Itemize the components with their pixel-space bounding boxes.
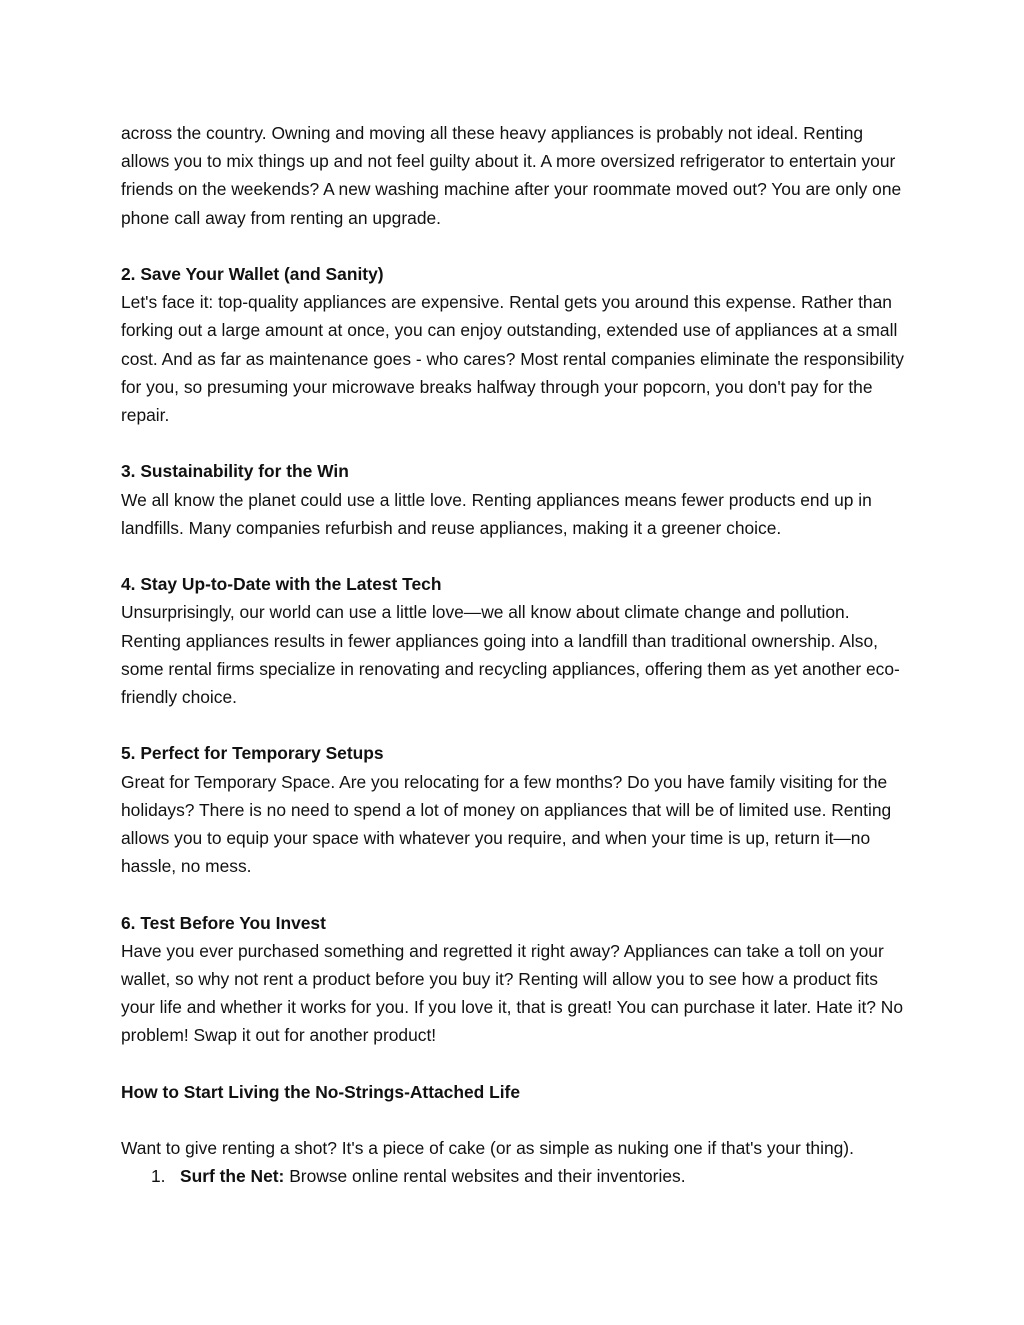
section-heading: 5. Perfect for Temporary Setups (121, 743, 384, 764)
paragraph-gap (121, 1106, 911, 1134)
section-heading: 3. Sustainability for the Win (121, 461, 349, 482)
steps-list (121, 1162, 911, 1190)
section-sustainability (121, 457, 911, 542)
section-heading: How to Start Living the No-Strings-Attached Life (121, 1081, 521, 1102)
section-heading: 6. Test Before You Invest (121, 912, 326, 933)
list-item-term: Surf the Net: (180, 1166, 285, 1187)
section-temporary-setups (121, 739, 911, 880)
section-how-to-start (121, 1078, 911, 1191)
paragraph-gap (121, 711, 911, 739)
how-to-intro: Want to give renting a shot? It's a piece of cake (or as simple as nuking one if that's your thing). (121, 1138, 854, 1159)
paragraph-gap (121, 880, 911, 908)
section-body: Great for Temporary Space. Are you relocating for a few months? Do you have family visiting for the holidays? There is no need to spend a lot of money on appliances that will be of limited use. Renting allows you to equip your space with whatever you require, and when your time is up, return it—no hassle, no mess. (121, 771, 892, 877)
paragraph-gap (121, 232, 911, 260)
document-page (121, 119, 911, 1191)
section-body: We all know the planet could use a little love. Renting appliances means fewer products end up in landfills. Many companies refurbish and reuse appliances, making it a greener choice. (121, 489, 872, 538)
paragraph-gap (121, 429, 911, 457)
paragraph-gap (121, 542, 911, 570)
section-body: Have you ever purchased something and regretted it right away? Appliances can take a toll on your wallet, so why not rent a product before you buy it? Renting will allow you to see how a product fits your life and whether it works for you. If you love it, that is great! You can purchase it later. Hate it? No problem! Swap it out for another product! (121, 940, 904, 1046)
intro-paragraph: across the country. Owning and moving all these heavy appliances is probably not ideal. Renting allows you to mix things up and not feel guilty about it. A more oversized refrigerator to entertain your friends on the weekends? A new washing machine after your roommate moved out? You are only one phone call away from renting an upgrade. (121, 123, 902, 228)
section-test-before-invest (121, 909, 911, 1050)
list-item-text: Browse online rental websites and their inventories. (284, 1166, 686, 1187)
list-item-number: 1. (151, 1166, 166, 1187)
section-body: Unsurprisingly, our world can use a little love—we all know about climate change and pollution. Renting appliances results in fewer appliances going into a landfill than traditional ownership. Also, some rental firms specialize in renovating and recycling appliances, offering them as yet another eco-friendly choice. (121, 602, 900, 708)
section-latest-tech (121, 570, 911, 711)
section-save-wallet (121, 260, 911, 429)
paragraph-gap (121, 1050, 911, 1078)
section-heading: 2. Save Your Wallet (and Sanity) (121, 264, 384, 284)
section-heading: 4. Stay Up-to-Date with the Latest Tech (121, 574, 442, 595)
list-item (121, 1162, 911, 1190)
section-body: Let's face it: top-quality appliances are expensive. Rental gets you around this expense. Rather than forking out a large amount at once, you can enjoy outstanding, extended use of appliances at a small cost. And as far as maintenance goes - who cares? Most rental companies eliminate the responsibility for you, so presuming your microwave breaks halfway through your popcorn, you don't pay for the repair. (121, 292, 904, 426)
